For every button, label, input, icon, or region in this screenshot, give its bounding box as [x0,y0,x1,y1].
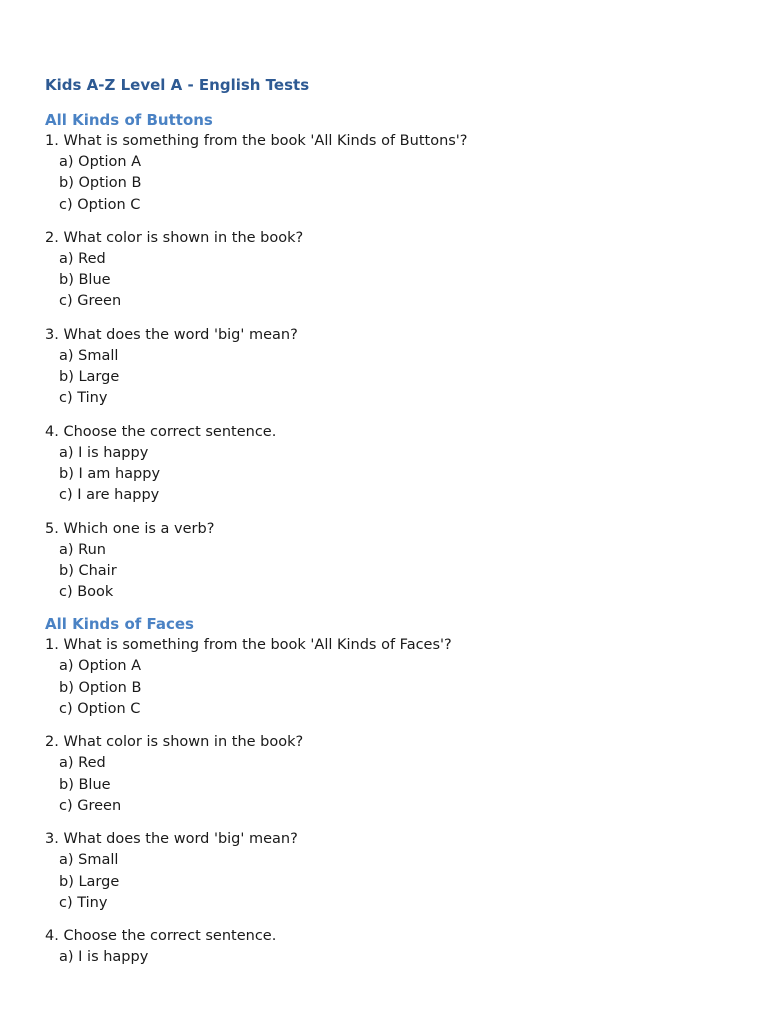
question-block [45,519,745,604]
answer-option: a) Option A [59,154,142,170]
question-text: 3. What does the word 'big' mean? [45,831,298,848]
question-block [45,422,745,507]
answer-option: a) Run [59,541,106,558]
question-text: 5. Which one is a verb? [45,520,215,537]
answer-option: c) Green [59,797,122,814]
answer-option: a) I is happy [59,949,149,966]
section-heading: All Kinds of Faces [45,615,194,634]
answer-option: b) Chair [59,562,117,579]
question-text: 1. What is something from the book 'All Kinds of Buttons'? [45,133,468,149]
answer-option: b) Blue [59,272,111,289]
answer-option: b) Option B [59,175,142,192]
answer-option: c) Option C [59,196,141,213]
document-page [45,75,745,980]
answer-option: a) Red [59,250,106,267]
answer-option: c) Tiny [59,894,108,911]
document-title: Kids A-Z Level A - English Tests [45,76,310,94]
question-text: 1. What is something from the book 'All Kinds of Faces'? [45,637,452,654]
answer-option: b) Blue [59,776,111,793]
question-block [45,732,745,817]
section-heading: All Kinds of Buttons [45,111,213,129]
question-block [45,325,745,410]
question-block [45,926,745,968]
answer-option: b) Large [59,873,120,890]
question-block [45,228,745,313]
answer-option: c) Option C [59,701,141,718]
answer-option: c) Tiny [59,390,108,407]
answer-option: a) Option A [59,658,142,675]
test-section [45,614,745,968]
answer-option: c) Book [59,584,114,601]
question-text: 2. What color is shown in the book? [45,734,304,751]
question-text: 3. What does the word 'big' mean? [45,326,298,343]
answer-option: b) Option B [59,679,142,696]
question-block [45,131,745,216]
question-block [45,829,745,914]
question-text: 4. Choose the correct sentence. [45,423,277,440]
answer-option: a) Small [59,347,119,364]
answer-option: a) I is happy [59,444,149,461]
answer-option: a) Small [59,852,119,869]
answer-option: b) I am happy [59,465,161,482]
answer-option: b) Large [59,369,120,386]
answer-option: c) I are happy [59,487,160,504]
answer-option: a) Red [59,755,106,772]
question-text: 2. What color is shown in the book? [45,229,304,246]
question-block [45,635,745,720]
answer-option: c) Green [59,293,122,310]
test-section [45,110,745,603]
question-text: 4. Choose the correct sentence. [45,928,277,945]
